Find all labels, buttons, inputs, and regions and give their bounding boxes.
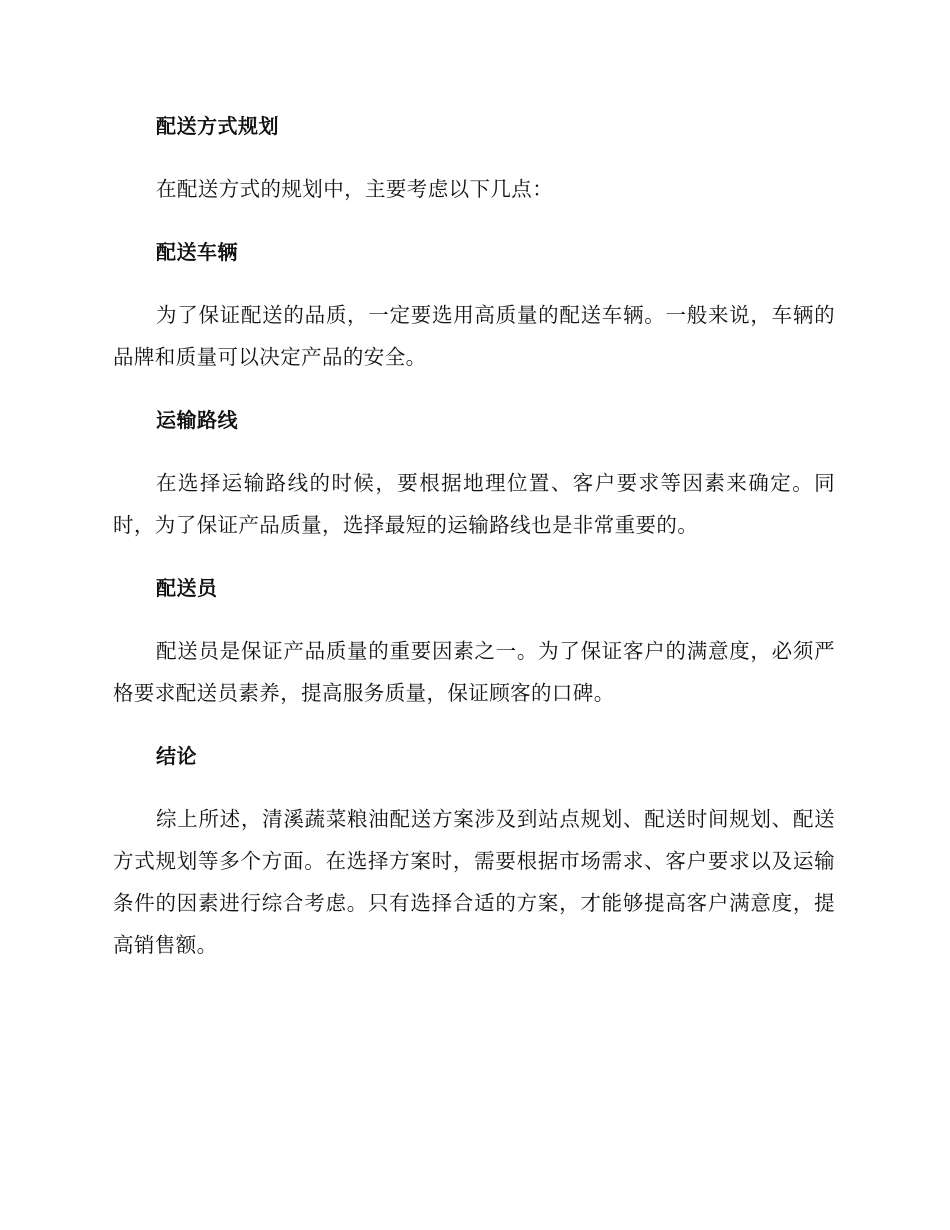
section-heading-conclusion: 结论 bbox=[156, 744, 197, 768]
section-paragraph-delivery-staff: 配送员是保证产品质量的重要因素之一。为了保证客户的满意度，必须严格要求配送员素养，提高服务质量，保证顾客的口碑。 bbox=[113, 639, 835, 705]
section-paragraph-transport-route: 在选择运输路线的时候，要根据地理位置、客户要求等因素来确定。同时，为了保证产品质量，选择最短的运输路线也是非常重要的。 bbox=[113, 471, 835, 537]
section-heading-delivery-vehicle: 配送车辆 bbox=[156, 240, 238, 264]
document-page bbox=[113, 110, 835, 966]
section-paragraph-delivery-vehicle: 为了保证配送的品质，一定要选用高质量的配送车辆。一般来说，车辆的品牌和质量可以决定产品的安全。 bbox=[113, 303, 835, 369]
section-paragraph-conclusion: 综上所述，清溪蔬菜粮油配送方案涉及到站点规划、配送时间规划、配送方式规划等多个方面。在选择方案时，需要根据市场需求、客户要求以及运输条件的因素进行综合考虑。只有选择合适的方案，才能够提高客户满意度，提高销售额。 bbox=[113, 807, 835, 957]
section-heading-delivery-method: 配送方式规划 bbox=[156, 114, 279, 138]
section-heading-delivery-staff: 配送员 bbox=[156, 576, 218, 600]
section-heading-transport-route: 运输路线 bbox=[156, 408, 238, 432]
section-paragraph-delivery-method: 在配送方式的规划中，主要考虑以下几点： bbox=[156, 177, 554, 201]
